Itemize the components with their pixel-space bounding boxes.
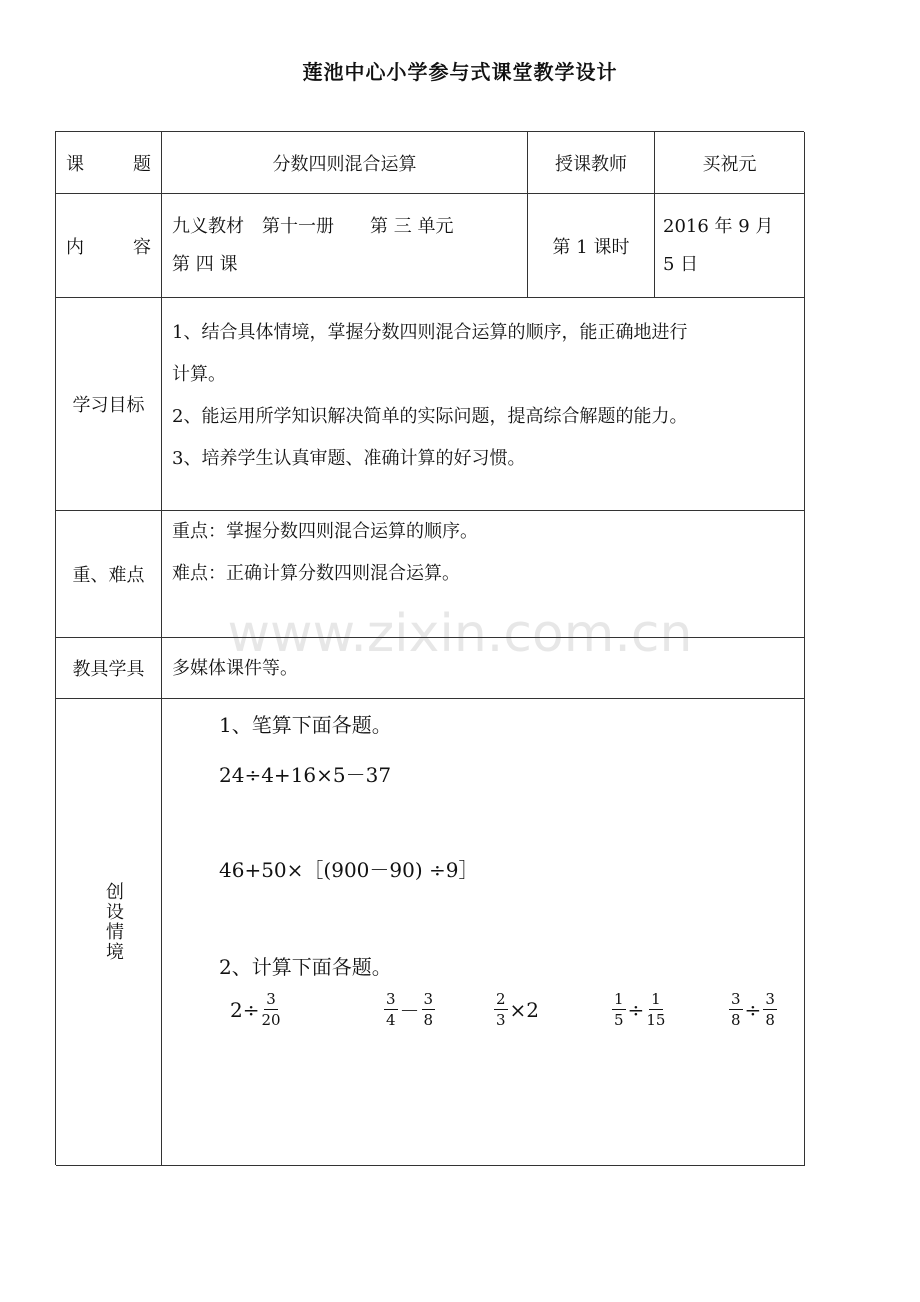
q2-item-3-fraction <box>494 991 508 1028</box>
q1-expr-1: 24÷4+16×5－37 <box>219 763 392 787</box>
situation-content <box>162 699 805 1166</box>
lesson-plan-table <box>55 131 804 1165</box>
q2-item-4-op: ÷ <box>627 997 645 1022</box>
q2-item-3-post: ×2 <box>509 997 540 1022</box>
numerator: 3 <box>765 990 775 1008</box>
denominator: 20 <box>261 1011 281 1029</box>
page-title: 莲池中心小学参与式课堂教学设计 <box>302 60 618 84</box>
q2-item-4 <box>610 991 667 1028</box>
q2-item-2-op: － <box>399 999 420 1023</box>
q2-item-2-fraction-b <box>422 991 436 1028</box>
label-materials: 教具学具 <box>56 638 162 699</box>
goal-line-2: 计算。 <box>172 364 226 385</box>
denominator: 8 <box>765 1011 775 1029</box>
label-topic-a: 课 <box>66 153 84 175</box>
date-line-1: 2016 年 9 月 <box>663 216 774 237</box>
label-content-b: 容 <box>133 236 151 258</box>
q2-item-1-pre: 2÷ <box>230 997 260 1022</box>
label-situation-text: 创设情境 <box>103 882 124 962</box>
label-situation <box>56 699 162 1166</box>
q2-item-1-fraction <box>261 991 280 1028</box>
numerator: 2 <box>496 990 506 1008</box>
teacher-label: 授课教师 <box>528 132 655 194</box>
content-line-2: 第 四 课 <box>172 254 238 275</box>
goal-line-4: 3、培养学生认真审题、准确计算的好习惯。 <box>172 448 526 469</box>
topic-value: 分数四则混合运算 <box>162 132 528 194</box>
label-topic <box>56 132 162 194</box>
materials-value: 多媒体课件等。 <box>162 638 805 699</box>
period-value: 第 1 课时 <box>528 194 655 298</box>
numerator: 3 <box>423 990 434 1008</box>
denominator: 15 <box>646 1011 666 1029</box>
denominator: 4 <box>386 1011 396 1029</box>
numerator: 3 <box>731 990 741 1008</box>
q2-title: 2、计算下面各题。 <box>219 955 392 979</box>
denominator: 5 <box>614 1011 624 1029</box>
q2-item-4-fraction-a <box>612 991 626 1028</box>
goal-line-1: 1、结合具体情境，掌握分数四则混合运算的顺序，能正确地进行 <box>172 322 688 343</box>
key-points-value <box>162 511 805 638</box>
q2-item-2 <box>382 991 437 1028</box>
numerator: 3 <box>386 990 396 1008</box>
q2-item-5 <box>727 991 779 1028</box>
label-key-points: 重、难点 <box>56 511 162 638</box>
label-content-a: 内 <box>66 236 84 258</box>
q2-item-5-fraction-b <box>763 991 777 1028</box>
numerator: 3 <box>266 990 276 1008</box>
content-value <box>162 194 528 298</box>
date-line-2: 5 日 <box>663 254 699 275</box>
denominator: 3 <box>496 1011 506 1029</box>
denominator: 8 <box>731 1011 741 1029</box>
teacher-value: 买祝元 <box>655 132 805 194</box>
date-value <box>655 194 805 298</box>
key-point: 重点：掌握分数四则混合运算的顺序。 <box>172 521 478 542</box>
q1-title: 1、笔算下面各题。 <box>219 713 392 737</box>
label-goals: 学习目标 <box>56 298 162 511</box>
label-content <box>56 194 162 298</box>
goals-value <box>162 298 805 511</box>
difficult-point: 难点：正确计算分数四则混合运算。 <box>172 563 460 584</box>
q2-item-1 <box>230 991 283 1028</box>
q1-expr-2: 46+50×［(900－90) ÷9］ <box>219 858 479 882</box>
numerator: 1 <box>614 990 624 1008</box>
numerator: 1 <box>651 990 661 1008</box>
label-topic-b: 题 <box>133 153 151 175</box>
goal-line-3: 2、能运用所学知识解决简单的实际问题，提高综合解题的能力。 <box>172 406 688 427</box>
watermark: www.zixin.com.cn <box>227 604 693 664</box>
q2-item-2-fraction-a <box>384 991 398 1028</box>
q2-item-5-op: ÷ <box>744 997 762 1022</box>
content-line-1: 九义教材 第十一册 第 三 单元 <box>172 216 454 237</box>
denominator: 8 <box>423 1011 434 1029</box>
q2-item-5-fraction-a <box>729 991 743 1028</box>
q2-item-3 <box>492 991 539 1028</box>
q2-item-4-fraction-b <box>646 991 665 1028</box>
